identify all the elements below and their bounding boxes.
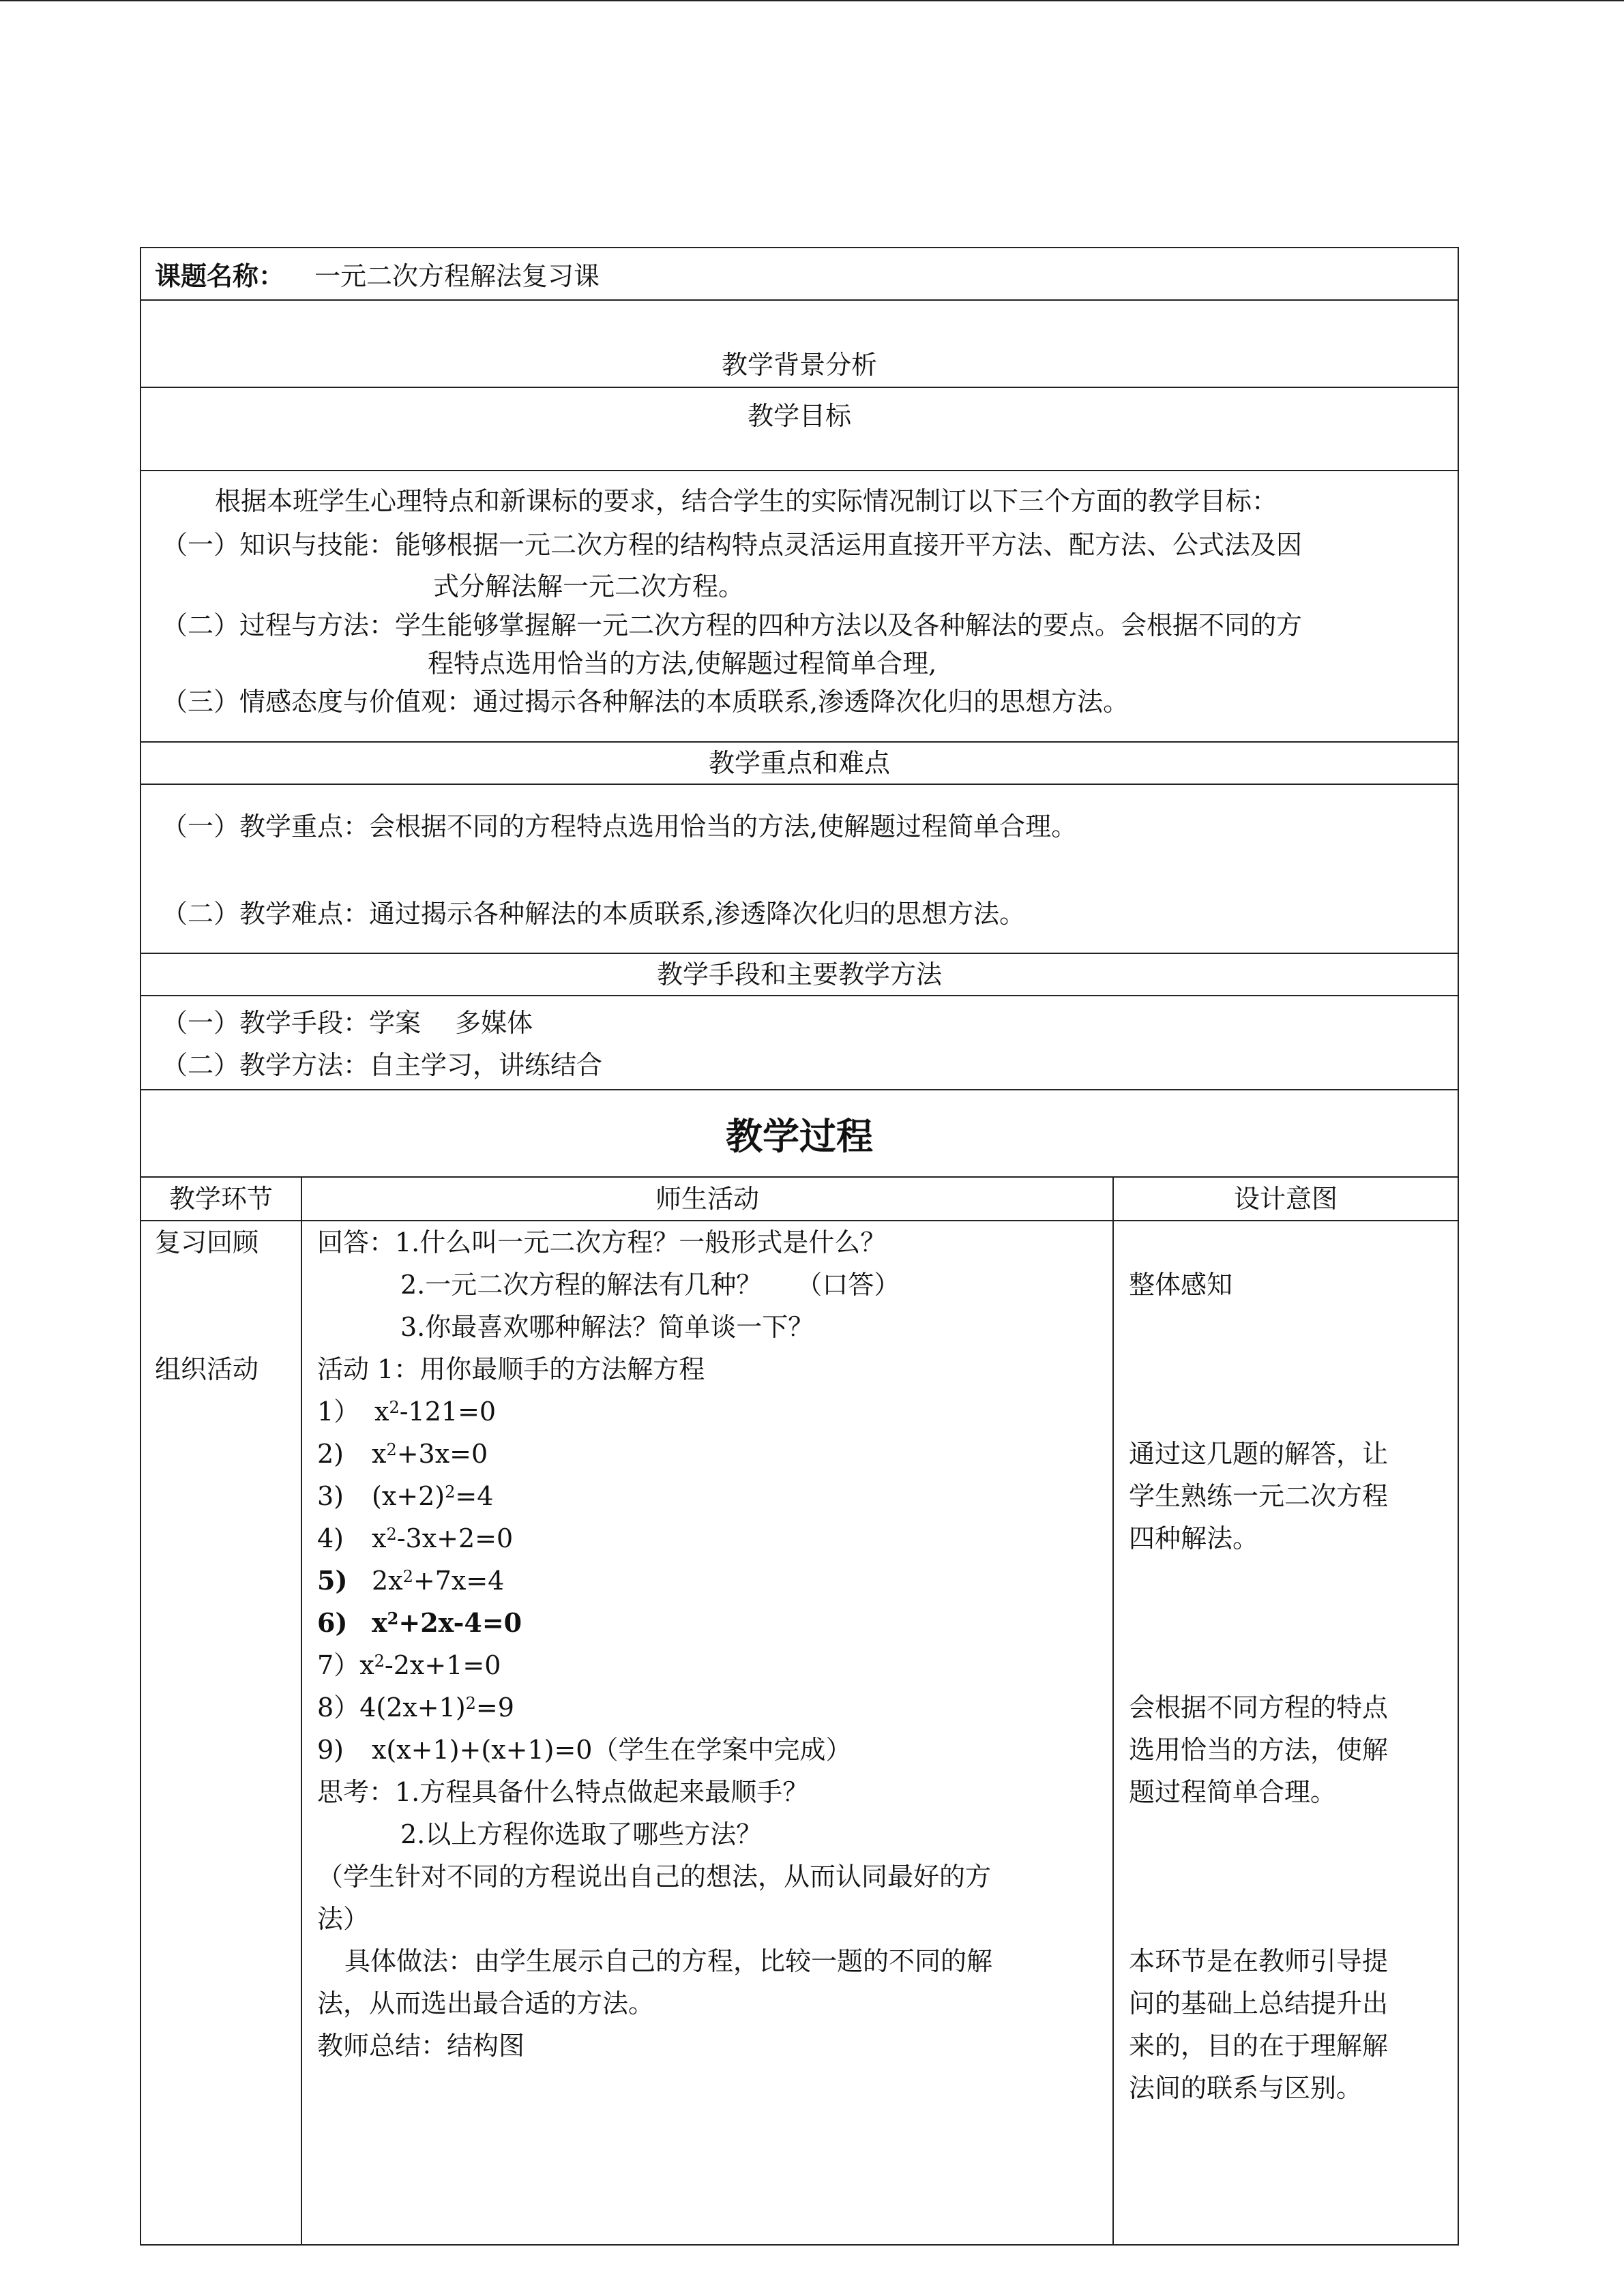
practice-description: 具体做法：由学生展示自己的方程，比较一题的不同的解 [344, 1946, 993, 1976]
objective-knowledge-cont: 式分解法解一元二次方程。 [433, 571, 745, 601]
objective-attitude: （三）情感态度与价值观：通过揭示各种解法的本质联系,渗透降次化归的思想方法。 [162, 687, 1130, 717]
title-label: 课题名称： [155, 260, 285, 291]
equation-9: 9) x(x+1)+(x+1)=0（学生在学案中完成） [317, 1735, 852, 1765]
lesson-plan-table [140, 247, 1459, 2246]
review-question-3: 3.你最喜欢哪种解法？简单谈一下？ [400, 1312, 814, 1342]
activity-1-heading: 活动 1：用你最顺手的方法解方程 [317, 1354, 705, 1384]
student-note: （学生针对不同的方程说出自己的想法，从而认同最好的方 [317, 1862, 992, 1892]
stage-activity: 组织活动 [155, 1354, 259, 1384]
design-column [1113, 1221, 1458, 2245]
keypoints-heading: 教学重点和难点 [141, 742, 1458, 784]
objective-process: （二）过程与方法：学生能够掌握解一元二次方程的四种方法以及各种解法的要点。会根据不同的方 [162, 610, 1303, 640]
keypoint-difficulty: （二）教学难点：通过揭示各种解法的本质联系,渗透降次化归的思想方法。 [162, 899, 1026, 929]
stage-column [141, 1221, 301, 2245]
col-header-stage: 教学环节 [141, 1177, 301, 1221]
design-method-choice: 会根据不同方程的特点 选用恰当的方法，使解 题过程简单合理。 [1129, 1693, 1389, 1807]
review-question-2: 2.一元二次方程的解法有几种？ （口答） [400, 1270, 900, 1300]
equation-5: 5) $2x^2+7x=4$ [317, 1565, 505, 1596]
equation-4: 4) $x^2-3x+2=0$ [317, 1523, 514, 1553]
lesson-title: 一元二次方程解法复习课 [314, 261, 600, 291]
method-approach: （二）教学方法：自主学习，讲练结合 [162, 1050, 603, 1080]
think-question-2: 2.以上方程你选取了哪些方法？ [400, 1819, 763, 1849]
objective-knowledge: （一）知识与技能：能够根据一元二次方程的结构特点灵活运用直接开平方法、配方法、公式法及因 [162, 530, 1303, 560]
activity-column [301, 1221, 1113, 2245]
objectives-intro: 根据本班学生心理特点和新课标的要求，结合学生的实际情况制订以下三个方面的教学目标： [215, 486, 1278, 516]
equation-6: 6) $x^2+2x-4=0$ [317, 1607, 522, 1638]
background-heading: 教学背景分析 [721, 350, 877, 380]
background-section [141, 300, 1458, 387]
student-note-cont: 法） [317, 1904, 370, 1934]
process-title: 教学过程 [141, 1090, 1458, 1177]
objectives-heading: 教学目标 [141, 387, 1458, 471]
equation-8: $8)4(2x+1)^2=9$ [317, 1693, 514, 1723]
stage-review: 复习回顾 [155, 1227, 259, 1257]
equation-3: 3) $(x+2)^2=4$ [317, 1481, 494, 1511]
activity-content [302, 1221, 1112, 2067]
review-question-1: 回答：1.什么叫一元二次方程？一般形式是什么？ [317, 1227, 887, 1257]
think-question-1: 思考：1.方程具备什么特点做起来最顺手？ [317, 1777, 809, 1807]
objectives-body [141, 471, 1458, 742]
methods-body [141, 996, 1458, 1090]
equation-1: 1） $x^2-121=0$ [317, 1397, 497, 1427]
page-top-border [0, 0, 1624, 1]
keypoints-body [141, 784, 1458, 953]
col-header-design: 设计意图 [1113, 1177, 1458, 1221]
teacher-summary: 教师总结：结构图 [317, 2031, 525, 2061]
design-summary: 本环节是在教师引导提 问的基础上总结提升出 来的，目的在于理解解 法间的联系与区别。 [1129, 1946, 1389, 2103]
title-row [141, 248, 1458, 300]
equation-2: 2) $x^2+3x=0$ [317, 1439, 488, 1469]
equation-7: $7)x^2-2x+1=0$ [317, 1650, 501, 1680]
practice-description-cont: 法，从而选出最合适的方法。 [317, 1988, 655, 2018]
design-practice: 通过这几题的解答，让 学生熟练一元二次方程 四种解法。 [1129, 1439, 1389, 1553]
keypoint-focus: （一）教学重点：会根据不同的方程特点选用恰当的方法,使解题过程简单合理。 [162, 811, 1078, 841]
objective-process-cont: 程特点选用恰当的方法,使解题过程简单合理, [428, 648, 937, 679]
method-means: （一）教学手段：学案 多媒体 [162, 1008, 533, 1038]
col-header-activity: 师生活动 [301, 1177, 1113, 1221]
methods-heading: 教学手段和主要教学方法 [141, 953, 1458, 996]
design-overall: 整体感知 [1129, 1270, 1233, 1300]
